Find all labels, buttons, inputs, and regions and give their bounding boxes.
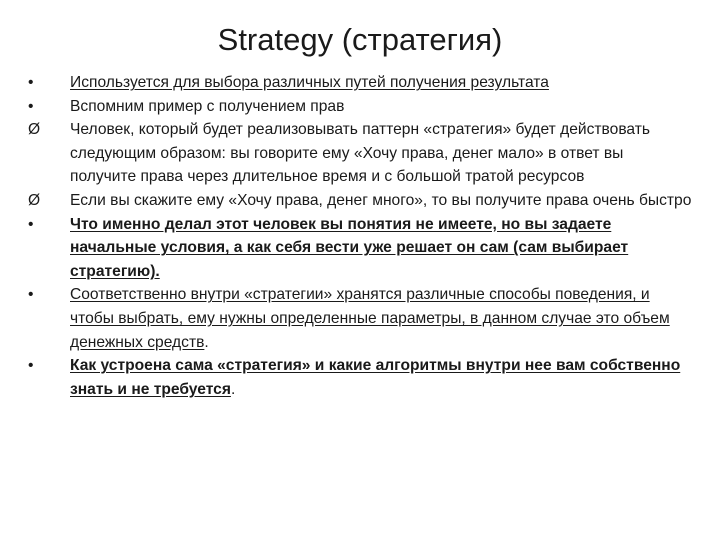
bullet-text: Используется для выбора различных путей получения результата [70, 74, 549, 91]
bullet-marker-icon: • [28, 97, 34, 115]
slide-title: Strategy (стратегия) [217, 22, 503, 57]
bullet-text-bold: Как устроена сама «стратегия» и какие алгоритмы внутри нее вам собственно знать и не требуется [70, 357, 681, 398]
bullet-item-2 [28, 95, 692, 119]
bullet-item-4 [28, 283, 692, 354]
bullet-period: . [204, 333, 209, 351]
bullet-text: Вспомним пример с получением прав [70, 97, 345, 115]
arrow-text: Если вы скажите ему «Хочу права, денег много», то вы получите права очень быстро [70, 191, 692, 209]
bullet-text-bold: Что именно делал этот человек вы понятия не имеете, но вы задаете начальные условия, а как себя вести уже решает он сам (сам выбирает стратегию). [70, 215, 629, 280]
bullet-marker-icon: • [28, 215, 34, 233]
bullet-item-3 [28, 213, 692, 284]
arrow-marker-icon: Ø [28, 191, 41, 209]
arrow-text: Человек, который будет реализовывать паттерн «стратегия» будет действовать следующим образом: вы говорите ему «Хочу права, денег мало» в ответ вы получите права через длительное время и с большой тратой ресурсов [70, 121, 651, 186]
bullet-period: . [230, 380, 236, 398]
arrow-item-2 [28, 189, 692, 213]
bullet-item-5 [28, 354, 692, 401]
bullet-marker-icon: • [28, 357, 34, 375]
bullet-text: Соответственно внутри «стратегии» хранятся различные способы поведения, и чтобы выбрать, ему нужны определенные параметры, в данном случае это объем денежных средств [70, 286, 670, 351]
arrow-item-1 [28, 118, 692, 189]
bullet-marker-icon: • [28, 74, 34, 91]
bullet-marker-icon: • [28, 286, 34, 304]
bullet-item-1 [28, 71, 692, 95]
bullet-list [28, 71, 692, 401]
arrow-marker-icon: Ø [28, 121, 41, 139]
